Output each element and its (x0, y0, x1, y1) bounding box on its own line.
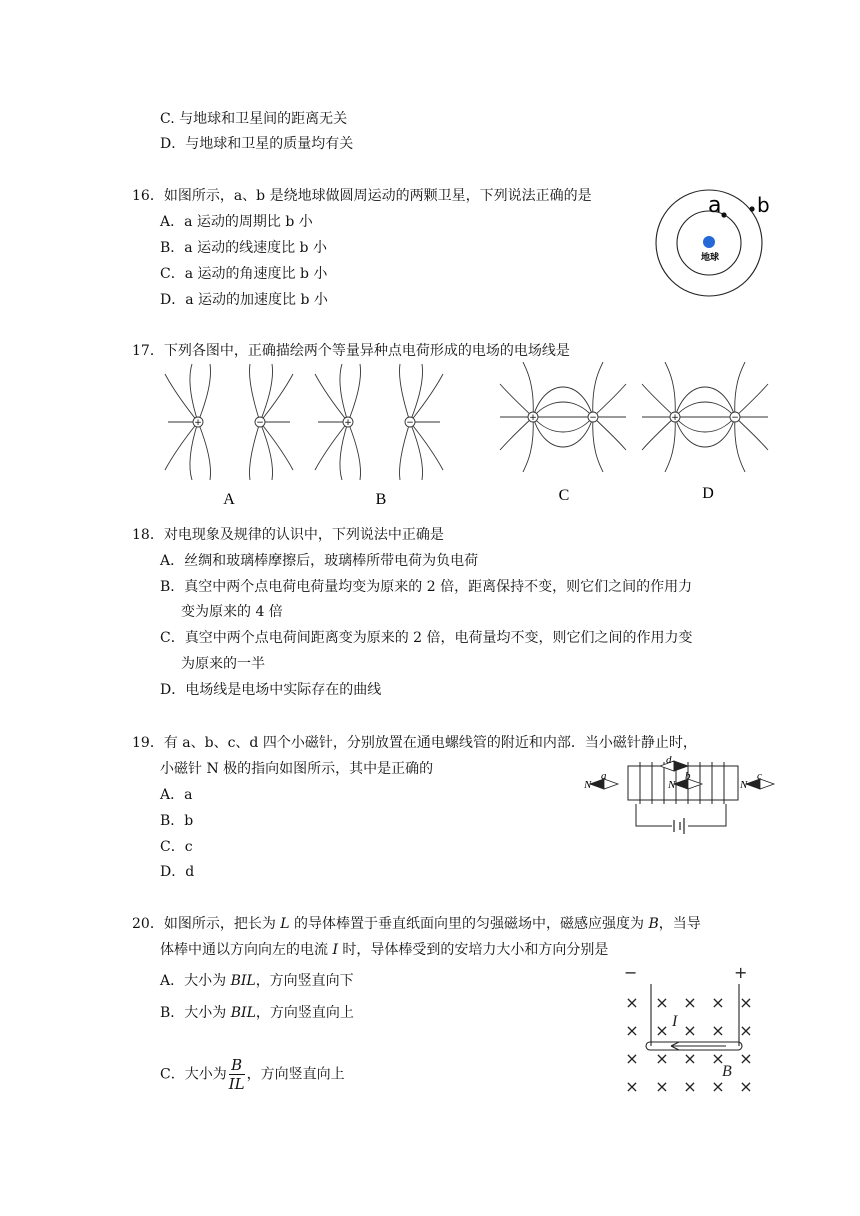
plus-terminal: + (734, 963, 748, 982)
q19-option-d: D．d (160, 864, 195, 880)
satellite-a-label: a (708, 193, 722, 218)
svg-text:×: × (625, 1077, 639, 1096)
svg-text:×: × (655, 1021, 669, 1040)
circuit-wire (636, 804, 726, 826)
q20-option-a: A．大小为 BIL，方向竖直向下 (160, 973, 354, 989)
q20-option-b: B．大小为 BIL，方向竖直向上 (160, 1005, 354, 1021)
svg-text:×: × (655, 993, 669, 1012)
satellite-a (721, 212, 726, 217)
svg-text:×: × (683, 993, 697, 1012)
svg-text:×: × (739, 1049, 753, 1068)
svg-text:d: d (666, 754, 672, 766)
label-a: A (223, 491, 235, 508)
current-label: I (672, 1013, 678, 1030)
q20-stem-line1: 20．如图所示，把长为 L 的导体棒置于垂直纸面向里的匀强磁场中，磁感应强度为 B，当导 (132, 916, 701, 932)
q18-option-a: A．丝绸和玻璃棒摩擦后，玻璃棒所带电荷为负电荷 (160, 553, 479, 569)
svg-text:N: N (668, 779, 676, 791)
q19-option-b: B．b (160, 813, 194, 829)
battery-icon (674, 818, 684, 834)
q15-option-d: D．与地球和卫星的质量均有关 (160, 136, 354, 152)
svg-text:×: × (683, 1049, 697, 1068)
svg-text:+: + (344, 418, 352, 428)
svg-text:+: + (671, 413, 679, 423)
q16-option-b: B．a 运动的线速度比 b 小 (160, 240, 327, 256)
q18-option-d: D．电场线是电场中实际存在的曲线 (160, 682, 382, 698)
field-diagram-b (315, 364, 443, 480)
svg-text:×: × (625, 993, 639, 1012)
svg-text:×: × (625, 1021, 639, 1040)
svg-text:×: × (739, 1077, 753, 1096)
svg-text:×: × (711, 1021, 725, 1040)
q18-option-c-line1: C．真空中两个点电荷间距离变为原来的 2 倍，电荷量均不变，则它们之间的作用力变 (160, 630, 693, 646)
svg-text:×: × (683, 1077, 697, 1096)
q18-option-c-line2: 为原来的一半 (181, 656, 265, 672)
field-diagram-c (500, 362, 626, 472)
field-diagram-a (165, 364, 293, 480)
earth-icon (703, 236, 715, 248)
q18-option-b-line1: B．真空中两个点电荷电荷量均变为原来的 2 倍，距离保持不变，则它们之间的作用力 (160, 579, 693, 595)
svg-text:b: b (685, 770, 691, 782)
q16-orbit-figure (650, 188, 770, 303)
svg-text:c: c (757, 770, 762, 782)
q16-option-c: C．a 运动的角速度比 b 小 (160, 266, 328, 282)
satellite-b-label: b (757, 193, 770, 217)
svg-text:N: N (584, 779, 592, 791)
q18-stem: 18．对电现象及规律的认识中，下列说法中正确是 (132, 527, 444, 543)
field-diagram-d (642, 362, 768, 472)
label-c: C (558, 487, 570, 504)
svg-text:N: N (740, 779, 748, 791)
q20-magnetic-field-figure (616, 960, 766, 1100)
q20-option-c: C．大小为 $\frac{B}{IL}$ ，方向竖直向上 (160, 1056, 345, 1093)
svg-text:×: × (711, 1077, 725, 1096)
q18-option-b-line2: 变为原来的 4 倍 (181, 604, 283, 620)
q19-stem-line2: 小磁针 N 极的指向如图所示，其中是正确的 (160, 761, 434, 777)
label-d: D (702, 485, 714, 502)
svg-text:×: × (711, 1049, 725, 1068)
label-b: B (375, 491, 387, 508)
q19-stem-line1: 19．有 a、b、c、d 四个小磁针，分别放置在通电螺线管的附近和内部．当小磁针静止时， (132, 735, 697, 751)
svg-text:+: + (529, 413, 537, 423)
field-label: B (722, 1063, 732, 1080)
q17-field-figure (160, 362, 770, 507)
q19-solenoid-figure (584, 754, 784, 832)
svg-text:×: × (711, 993, 725, 1012)
q20-stem-line2: 体棒中通以方向向左的电流 I 时，导体棒受到的安培力大小和方向分别是 (160, 942, 609, 958)
earth-label: 地球 (701, 253, 720, 263)
svg-text:−: − (589, 413, 597, 423)
svg-text:×: × (655, 1077, 669, 1096)
q16-option-a: A．a 运动的周期比 b 小 (160, 214, 313, 230)
svg-text:−: − (731, 413, 739, 423)
svg-text:×: × (655, 1049, 669, 1068)
fraction-b-over-il: $\frac{B}{IL}$ (228, 1056, 245, 1093)
q16-option-d: D．a 运动的加速度比 b 小 (160, 292, 328, 308)
q19-option-a: A．a (160, 787, 193, 803)
svg-text:×: × (683, 1021, 697, 1040)
svg-text:+: + (194, 418, 202, 428)
svg-text:−: − (256, 418, 264, 428)
svg-text:×: × (625, 1049, 639, 1068)
svg-text:−: − (406, 418, 414, 428)
svg-text:×: × (739, 1021, 753, 1040)
minus-terminal: − (624, 963, 638, 982)
q17-stem: 17．下列各图中，正确描绘两个等量异种点电荷形成的电场的电场线是 (132, 343, 570, 359)
q15-option-c: C. 与地球和卫星间的距离无关 (160, 111, 348, 127)
q16-stem: 16．如图所示，a、b 是绕地球做圆周运动的两颗卫星，下列说法正确的是 (132, 188, 592, 204)
satellite-b (749, 206, 754, 211)
q19-option-c: C．c (160, 839, 193, 855)
svg-text:×: × (739, 993, 753, 1012)
svg-text:a: a (601, 770, 607, 782)
